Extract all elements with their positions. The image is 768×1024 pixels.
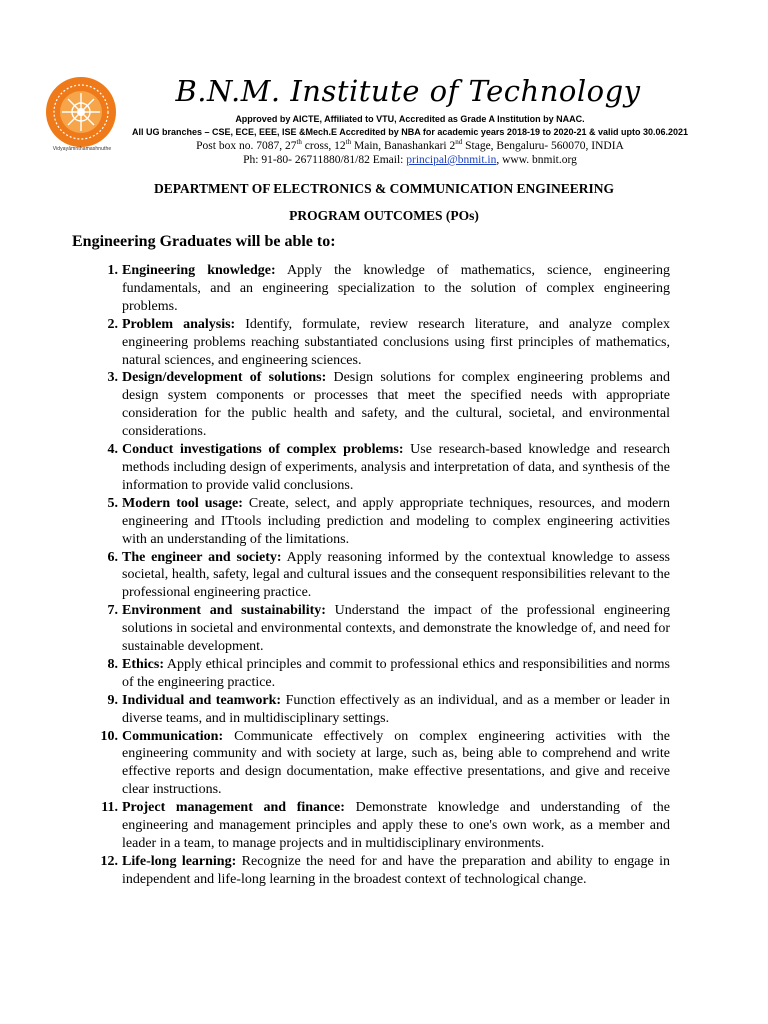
outcome-text: Apply the knowledge of mathematics, science, engineering fundamentals, and an engineering specialization to the solution of complex engineering problems. [122, 263, 670, 314]
outcome-label: Modern tool usage: [122, 495, 243, 511]
outcome-item [92, 549, 670, 603]
outcome-item [92, 853, 670, 889]
accreditation-line: Approved by AICTE, Affiliated to VTU, Accredited as Grade A Institution by NAAC. [235, 114, 585, 124]
outcome-number: 10. [100, 728, 118, 744]
section-title: PROGRAM OUTCOMES (POs) [289, 208, 479, 223]
outcome-number: 7. [107, 603, 118, 619]
outcome-text: Function effectively as an individual, and as a member or leader in diverse teams, and in multidisciplinary settings. [122, 692, 670, 726]
outcome-number: 5. [107, 495, 118, 511]
nba-accreditation-line: All UG branches – CSE, ECE, EEE, ISE &Mech.E Accredited by NBA for academic years 2018-19 to 2020-21 & valid upto 30.06.2021 [131, 127, 689, 137]
outcome-number: 2. [107, 316, 118, 332]
intro-heading: Engineering Graduates will be able to: [72, 233, 336, 250]
outcome-text: Apply reasoning informed by the contextual knowledge to assess societal, health, safety, legal and cultural issues and the consequent responsibilities relevant to the professional engineering practice. [122, 549, 670, 601]
outcome-label: Project management and finance: [122, 800, 345, 816]
outcome-number: 9. [107, 692, 118, 708]
outcome-number: 3. [107, 370, 118, 386]
outcome-number: 11. [101, 800, 118, 816]
outcome-item [92, 316, 670, 370]
email-link[interactable]: principal@bnmit.in [406, 154, 497, 166]
outcome-label: Design/development of solutions: [122, 370, 327, 386]
institute-name: B.N.M. Institute of Technology [175, 74, 641, 108]
outcome-text: Use research-based knowledge and research methods including design of experiments, analysis and interpretation of data, and synthesis of the information to provide valid conclusions. [122, 442, 671, 493]
outcome-number: 8. [107, 656, 118, 672]
outcome-item [92, 495, 670, 549]
outcome-text: Recognize the need for and have the preparation and ability to engage in independent and life-long learning in the broadest context of technological change. [122, 853, 671, 887]
department-heading: DEPARTMENT OF ELECTRONICS & COMMUNICATION ENGINEERING [154, 181, 614, 196]
outcome-text: Identify, formulate, review research literature, and analyze complex engineering problems reaching substantiated conclusions using first principles of mathematics, natural sciences, and engineering sciences. [122, 316, 670, 368]
outcome-item [92, 602, 670, 656]
outcome-text: Create, select, and apply appropriate techniques, resources, and modern engineering and ITtools including prediction and modeling to complex engineering activities with an understanding of the limitations. [122, 495, 670, 547]
outcome-item [92, 728, 670, 800]
outcome-text: Communicate effectively on complex engineering activities with the engineering community and with society at large, such as, being able to comprehend and write effective reports and design documentation, make effective presentations, and give and receive clear instructions. [122, 728, 670, 798]
outcome-label: Environment and sustainability: [122, 603, 326, 619]
outcome-number: 1. [107, 263, 118, 278]
outcome-label: Communication: [122, 728, 224, 744]
outcome-item [92, 262, 670, 316]
outcome-label: Individual and teamwork: [122, 692, 282, 708]
outcome-text: Apply ethical principles and commit to professional ethics and responsibilities and norms of the engineering practice. [122, 656, 670, 690]
outcome-item [92, 369, 670, 441]
outcome-item [92, 441, 670, 495]
website-text: , www. bnmit.org [496, 154, 577, 166]
institute-logo-icon [44, 75, 118, 149]
outcome-text: Demonstrate knowledge and understanding of the engineering and management principles and apply these to one's own work, as a member and leader in a team, to manage projects and in multidisciplinary environments. [122, 800, 670, 851]
postal-address: Post box no. 7087, 27th cross, 12th Main, Banashankari 2nd Stage, Bengaluru- 560070, INDIA [196, 138, 624, 152]
outcome-item [92, 692, 670, 728]
outcome-label: Ethics: [122, 656, 164, 672]
logo-motto: Vidyayāmrithamashnuthe [52, 146, 112, 152]
outcome-label: Engineering knowledge: [122, 263, 276, 278]
outcome-item [92, 656, 670, 692]
contact-line [120, 154, 700, 166]
outcome-number: 6. [107, 549, 118, 565]
outcome-text: Design solutions for complex engineering problems and design system components or processes that meet the specified needs with appropriate consideration for the public health and safety, and the cultural, societal, and environmental considerations. [122, 370, 670, 440]
outcome-number: 4. [107, 442, 118, 458]
phone-text: Ph: 91-80- 26711880/81/82 Email: [243, 154, 407, 166]
outcome-label: Life-long learning: [122, 853, 237, 869]
outcome-number: 12. [100, 853, 118, 869]
program-outcomes-list [92, 262, 670, 889]
outcome-label: The engineer and society: [122, 549, 282, 565]
outcome-item [92, 799, 670, 853]
outcome-label: Problem analysis: [122, 316, 236, 332]
outcome-text: Understand the impact of the professional engineering solutions in societal and environmental contexts, and demonstrate the knowledge of, and need for sustainable development. [122, 603, 670, 655]
outcome-label: Conduct investigations of complex problems: [122, 442, 404, 458]
